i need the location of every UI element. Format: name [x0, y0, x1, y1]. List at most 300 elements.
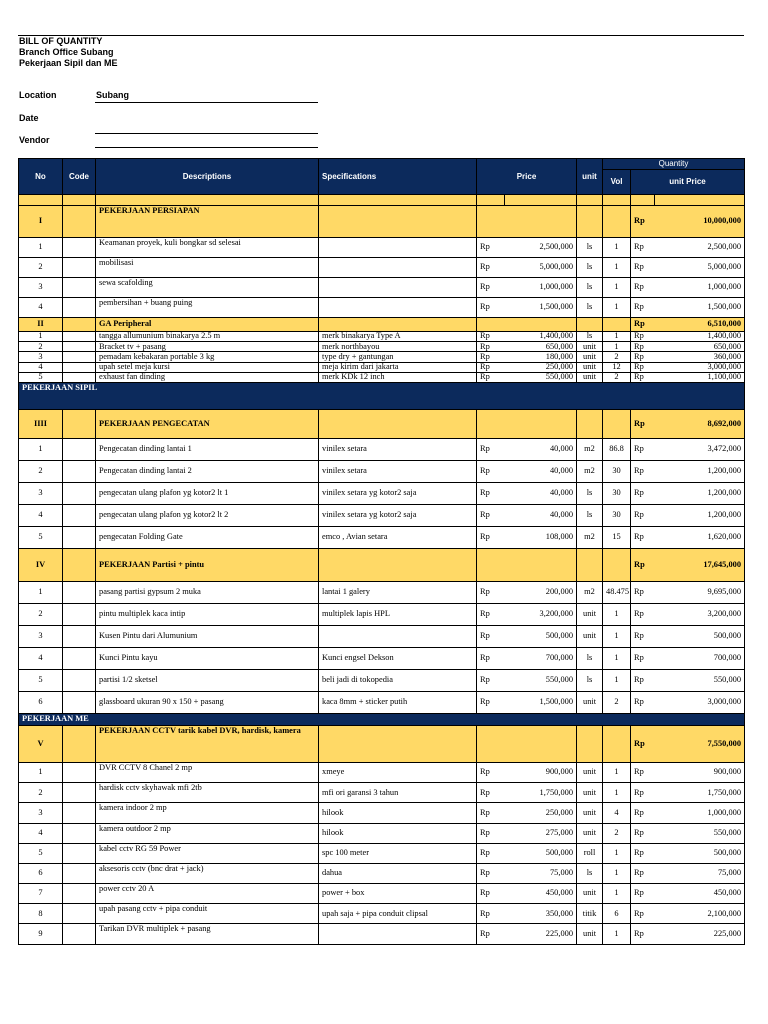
row-amount: 1,750,000 [655, 783, 745, 803]
row-description: Keamanan proyek, kuli bongkar sd selesai [96, 238, 319, 258]
row-unit: unit [577, 803, 603, 823]
row-unit: unit [577, 691, 603, 713]
row-number: 1 [19, 438, 63, 460]
row-amount-rp: Rp [631, 298, 655, 318]
row-description: Bracket tv + pasang [96, 342, 319, 352]
row-vol: 1 [603, 647, 631, 669]
row-vol: 30 [603, 482, 631, 504]
row-amount: 450,000 [655, 884, 745, 904]
row-amount: 9,695,000 [655, 581, 745, 603]
row-price: 75,000 [505, 863, 577, 883]
spacer-cell [96, 195, 319, 206]
row-vol: 1 [603, 625, 631, 647]
row-number: 9 [19, 924, 63, 944]
section-total: 17,645,000 [655, 548, 745, 581]
row-specification: xmeye [319, 762, 477, 782]
section-code [63, 409, 96, 438]
row-code [63, 332, 96, 342]
band-label: PEKERJAAN SIPIL [19, 382, 745, 409]
row-unit: m2 [577, 438, 603, 460]
section-vol [603, 409, 631, 438]
row-description: DVR CCTV 8 Chanel 2 mp [96, 762, 319, 782]
row-unit: ls [577, 258, 603, 278]
table-row [19, 884, 745, 904]
table-row [19, 924, 745, 944]
table-row [19, 691, 745, 713]
row-amount: 3,200,000 [655, 603, 745, 625]
row-code [63, 904, 96, 924]
row-description: kamera indoor 2 mp [96, 803, 319, 823]
row-number: 2 [19, 783, 63, 803]
col-price: Price [477, 159, 577, 195]
row-specification: kaca 8mm + sticker putih [319, 691, 477, 713]
row-specification: beli jadi di tokopedia [319, 669, 477, 691]
section-total-rp: Rp [631, 206, 655, 238]
row-amount-rp: Rp [631, 352, 655, 362]
section-unit [577, 409, 603, 438]
table-row [19, 352, 745, 362]
table-row [19, 298, 745, 318]
location-label: Location [19, 90, 57, 100]
row-vol: 48.475 [603, 581, 631, 603]
row-code [63, 669, 96, 691]
table-row [19, 482, 745, 504]
table-row [19, 238, 745, 258]
row-amount: 2,500,000 [655, 238, 745, 258]
table-row [19, 603, 745, 625]
section-vol [603, 548, 631, 581]
section-row [19, 206, 745, 238]
row-code [63, 362, 96, 372]
row-vol: 1 [603, 238, 631, 258]
row-amount: 1,400,000 [655, 332, 745, 342]
row-amount: 500,000 [655, 843, 745, 863]
table-row [19, 762, 745, 782]
row-number: 3 [19, 278, 63, 298]
section-row [19, 318, 745, 332]
row-code [63, 526, 96, 548]
row-code [63, 352, 96, 362]
row-number: 4 [19, 298, 63, 318]
col-quantity: Quantity [603, 159, 745, 170]
row-vol: 2 [603, 823, 631, 843]
section-unit [577, 548, 603, 581]
row-amount: 1,500,000 [655, 298, 745, 318]
row-amount: 3,472,000 [655, 438, 745, 460]
row-vol: 30 [603, 460, 631, 482]
row-price-rp: Rp [477, 691, 505, 713]
section-number: V [19, 725, 63, 762]
section-total: 8,692,000 [655, 409, 745, 438]
row-price-rp: Rp [477, 332, 505, 342]
row-code [63, 238, 96, 258]
row-code [63, 460, 96, 482]
row-number: 3 [19, 482, 63, 504]
table-row [19, 526, 745, 548]
spacer-cell [477, 195, 505, 206]
row-amount: 1,200,000 [655, 482, 745, 504]
section-number: IV [19, 548, 63, 581]
section-total: 6,510,000 [655, 318, 745, 332]
doc-title: BILL OF QUANTITY [19, 36, 103, 46]
table-row [19, 258, 745, 278]
section-spec [319, 318, 477, 332]
row-price-rp: Rp [477, 362, 505, 372]
row-specification: Kunci engsel Dekson [319, 647, 477, 669]
row-code [63, 482, 96, 504]
table-row [19, 904, 745, 924]
row-specification: hilook [319, 823, 477, 843]
section-price [505, 725, 577, 762]
row-unit: unit [577, 352, 603, 362]
section-total-rp: Rp [631, 318, 655, 332]
row-price: 1,500,000 [505, 298, 577, 318]
table-row [19, 362, 745, 372]
row-description: upah pasang cctv + pipa conduit [96, 904, 319, 924]
col-specifications: Specifications [319, 159, 477, 195]
row-price-rp: Rp [477, 298, 505, 318]
row-vol: 86.8 [603, 438, 631, 460]
spacer-cell [631, 195, 655, 206]
col-unit-price: unit Price [631, 170, 745, 195]
row-code [63, 924, 96, 944]
section-number: II [19, 318, 63, 332]
row-vol: 15 [603, 526, 631, 548]
row-amount-rp: Rp [631, 884, 655, 904]
row-price: 40,000 [505, 460, 577, 482]
row-amount-rp: Rp [631, 482, 655, 504]
section-price [505, 409, 577, 438]
row-amount: 2,100,000 [655, 904, 745, 924]
row-description: Pengecatan dinding lantai 2 [96, 460, 319, 482]
row-amount: 700,000 [655, 647, 745, 669]
row-price: 40,000 [505, 482, 577, 504]
row-amount: 225,000 [655, 924, 745, 944]
row-vol: 6 [603, 904, 631, 924]
row-price: 40,000 [505, 504, 577, 526]
doc-branch: Branch Office Subang [19, 47, 114, 57]
row-price-rp: Rp [477, 647, 505, 669]
row-number: 1 [19, 332, 63, 342]
row-price: 650,000 [505, 342, 577, 352]
row-amount-rp: Rp [631, 904, 655, 924]
row-price: 900,000 [505, 762, 577, 782]
row-code [63, 581, 96, 603]
row-unit: ls [577, 647, 603, 669]
section-title: PEKERJAAN PERSIAPAN [96, 206, 319, 238]
row-specification: meja kirim dari jakarta [319, 362, 477, 372]
col-vol: Vol [603, 170, 631, 195]
row-specification [319, 238, 477, 258]
row-amount: 1,200,000 [655, 460, 745, 482]
row-specification: vinilex setara [319, 460, 477, 482]
row-unit: ls [577, 863, 603, 883]
row-amount: 3,000,000 [655, 691, 745, 713]
table-row [19, 803, 745, 823]
row-vol: 1 [603, 669, 631, 691]
row-vol: 30 [603, 504, 631, 526]
row-specification: dahua [319, 863, 477, 883]
section-spec [319, 725, 477, 762]
table-row [19, 342, 745, 352]
row-price: 3,200,000 [505, 603, 577, 625]
row-number: 2 [19, 342, 63, 352]
row-price-rp: Rp [477, 884, 505, 904]
row-amount: 1,200,000 [655, 504, 745, 526]
row-price-rp: Rp [477, 258, 505, 278]
row-unit: unit [577, 884, 603, 904]
row-code [63, 647, 96, 669]
row-unit: titik [577, 904, 603, 924]
spacer-cell [319, 195, 477, 206]
row-price: 350,000 [505, 904, 577, 924]
row-unit: unit [577, 342, 603, 352]
row-code [63, 803, 96, 823]
row-vol: 1 [603, 342, 631, 352]
row-amount-rp: Rp [631, 863, 655, 883]
row-vol: 1 [603, 924, 631, 944]
row-description: Tarikan DVR multiplek + pasang [96, 924, 319, 944]
row-description: mobilisasi [96, 258, 319, 278]
row-number: 5 [19, 526, 63, 548]
row-amount-rp: Rp [631, 362, 655, 372]
row-specification: vinilex setara yg kotor2 saja [319, 482, 477, 504]
section-total: 10,000,000 [655, 206, 745, 238]
row-specification [319, 278, 477, 298]
row-amount: 360,000 [655, 352, 745, 362]
row-description: exhaust fan dinding [96, 372, 319, 382]
section-title: PEKERJAAN PENGECATAN [96, 409, 319, 438]
row-number: 2 [19, 258, 63, 278]
col-no: No [19, 159, 63, 195]
row-amount-rp: Rp [631, 278, 655, 298]
col-descriptions: Descriptions [96, 159, 319, 195]
row-code [63, 823, 96, 843]
row-vol: 2 [603, 372, 631, 382]
row-specification: multiplek lapis HPL [319, 603, 477, 625]
section-total-rp: Rp [631, 725, 655, 762]
row-description: pembersihan + buang puing [96, 298, 319, 318]
location-value: Subang [96, 90, 129, 100]
section-code [63, 725, 96, 762]
row-price: 275,000 [505, 823, 577, 843]
row-description: tangga allumunium binakarya 2.5 m [96, 332, 319, 342]
row-vol: 1 [603, 863, 631, 883]
vendor-underline [95, 147, 318, 148]
table-row [19, 581, 745, 603]
row-price: 180,000 [505, 352, 577, 362]
row-price-rp: Rp [477, 372, 505, 382]
row-code [63, 783, 96, 803]
row-price: 500,000 [505, 625, 577, 647]
row-vol: 1 [603, 332, 631, 342]
row-price-rp: Rp [477, 438, 505, 460]
row-number: 3 [19, 352, 63, 362]
row-price-rp: Rp [477, 823, 505, 843]
row-amount: 550,000 [655, 669, 745, 691]
row-amount-rp: Rp [631, 581, 655, 603]
row-number: 6 [19, 691, 63, 713]
col-code: Code [63, 159, 96, 195]
row-unit: ls [577, 298, 603, 318]
row-price: 700,000 [505, 647, 577, 669]
row-number: 2 [19, 460, 63, 482]
table-row [19, 438, 745, 460]
row-description: kamera outdoor 2 mp [96, 823, 319, 843]
row-amount: 650,000 [655, 342, 745, 352]
section-title: PEKERJAAN Partisi + pintu [96, 548, 319, 581]
row-number: 3 [19, 625, 63, 647]
row-code [63, 298, 96, 318]
table-row [19, 504, 745, 526]
row-specification [319, 258, 477, 278]
section-code [63, 548, 96, 581]
boq-table [18, 158, 745, 945]
row-specification: spc 100 meter [319, 843, 477, 863]
row-amount: 5,000,000 [655, 258, 745, 278]
row-unit: unit [577, 603, 603, 625]
row-price-rp: Rp [477, 526, 505, 548]
row-price: 550,000 [505, 669, 577, 691]
spacer-cell [603, 195, 631, 206]
row-price: 225,000 [505, 924, 577, 944]
row-unit: m2 [577, 526, 603, 548]
row-number: 5 [19, 843, 63, 863]
row-vol: 1 [603, 762, 631, 782]
row-specification: merk KDk 12 inch [319, 372, 477, 382]
row-description: Kunci Pintu kayu [96, 647, 319, 669]
table-row [19, 823, 745, 843]
location-underline [95, 102, 318, 103]
section-price [505, 206, 577, 238]
table-row [19, 647, 745, 669]
row-amount-rp: Rp [631, 438, 655, 460]
row-amount-rp: Rp [631, 603, 655, 625]
row-specification [319, 298, 477, 318]
row-price: 1,500,000 [505, 691, 577, 713]
row-amount-rp: Rp [631, 342, 655, 352]
row-specification: lantai 1 galery [319, 581, 477, 603]
section-vol [603, 725, 631, 762]
row-price-rp: Rp [477, 482, 505, 504]
row-unit: unit [577, 783, 603, 803]
header-rule [18, 35, 744, 36]
document-header [19, 36, 118, 69]
row-description: upah setel meja kursi [96, 362, 319, 372]
row-description: glassboard ukuran 90 x 150 + pasang [96, 691, 319, 713]
row-vol: 1 [603, 884, 631, 904]
row-price-rp: Rp [477, 669, 505, 691]
row-vol: 1 [603, 278, 631, 298]
row-vol: 2 [603, 352, 631, 362]
section-vol [603, 206, 631, 238]
row-price-rp: Rp [477, 238, 505, 258]
row-description: power cctv 20 A [96, 884, 319, 904]
row-unit: ls [577, 332, 603, 342]
table-row [19, 863, 745, 883]
row-price: 550,000 [505, 372, 577, 382]
row-price-rp: Rp [477, 803, 505, 823]
row-unit: unit [577, 362, 603, 372]
vendor-label: Vendor [19, 135, 50, 145]
row-number: 2 [19, 603, 63, 625]
row-amount: 900,000 [655, 762, 745, 782]
row-specification: vinilex setara [319, 438, 477, 460]
row-number: 1 [19, 581, 63, 603]
row-code [63, 603, 96, 625]
row-number: 1 [19, 762, 63, 782]
row-price: 5,000,000 [505, 258, 577, 278]
section-code [63, 318, 96, 332]
row-unit: unit [577, 372, 603, 382]
row-price: 1,400,000 [505, 332, 577, 342]
row-specification [319, 625, 477, 647]
section-price [505, 318, 577, 332]
row-amount-rp: Rp [631, 762, 655, 782]
row-price-rp: Rp [477, 762, 505, 782]
section-vol [603, 318, 631, 332]
row-price-rp: Rp [477, 504, 505, 526]
row-amount: 1,000,000 [655, 278, 745, 298]
row-code [63, 625, 96, 647]
row-specification: power + box [319, 884, 477, 904]
row-unit: unit [577, 625, 603, 647]
col-unit: unit [577, 159, 603, 195]
row-vol: 2 [603, 691, 631, 713]
row-price-rp: Rp [477, 603, 505, 625]
table-row [19, 625, 745, 647]
spacer-cell [63, 195, 96, 206]
row-number: 4 [19, 504, 63, 526]
row-amount-rp: Rp [631, 332, 655, 342]
row-description: partisi 1/2 sketsel [96, 669, 319, 691]
section-price-rp [477, 725, 505, 762]
table-row [19, 843, 745, 863]
section-total-rp: Rp [631, 548, 655, 581]
row-number: 5 [19, 372, 63, 382]
row-number: 5 [19, 669, 63, 691]
row-unit: unit [577, 823, 603, 843]
row-description: hardisk cctv skyhawak mfi 2tb [96, 783, 319, 803]
row-amount: 1,000,000 [655, 803, 745, 823]
row-price: 200,000 [505, 581, 577, 603]
section-unit [577, 318, 603, 332]
row-price: 40,000 [505, 438, 577, 460]
row-vol: 1 [603, 603, 631, 625]
section-price-rp [477, 318, 505, 332]
row-code [63, 691, 96, 713]
spacer-cell [577, 195, 603, 206]
spacer-row [19, 195, 745, 206]
date-underline [95, 133, 318, 134]
row-number: 8 [19, 904, 63, 924]
row-price: 250,000 [505, 803, 577, 823]
table-row [19, 372, 745, 382]
date-label: Date [19, 113, 39, 123]
section-price-rp [477, 548, 505, 581]
row-amount: 75,000 [655, 863, 745, 883]
section-title: PEKERJAAN CCTV tarik kabel DVR, hardisk, kamera [96, 725, 319, 762]
row-code [63, 278, 96, 298]
section-row [19, 725, 745, 762]
table-row [19, 783, 745, 803]
spacer-cell [19, 195, 63, 206]
row-price-rp: Rp [477, 581, 505, 603]
row-amount-rp: Rp [631, 372, 655, 382]
row-price: 2,500,000 [505, 238, 577, 258]
row-description: kabel cctv RG 59 Power [96, 843, 319, 863]
row-unit: ls [577, 278, 603, 298]
